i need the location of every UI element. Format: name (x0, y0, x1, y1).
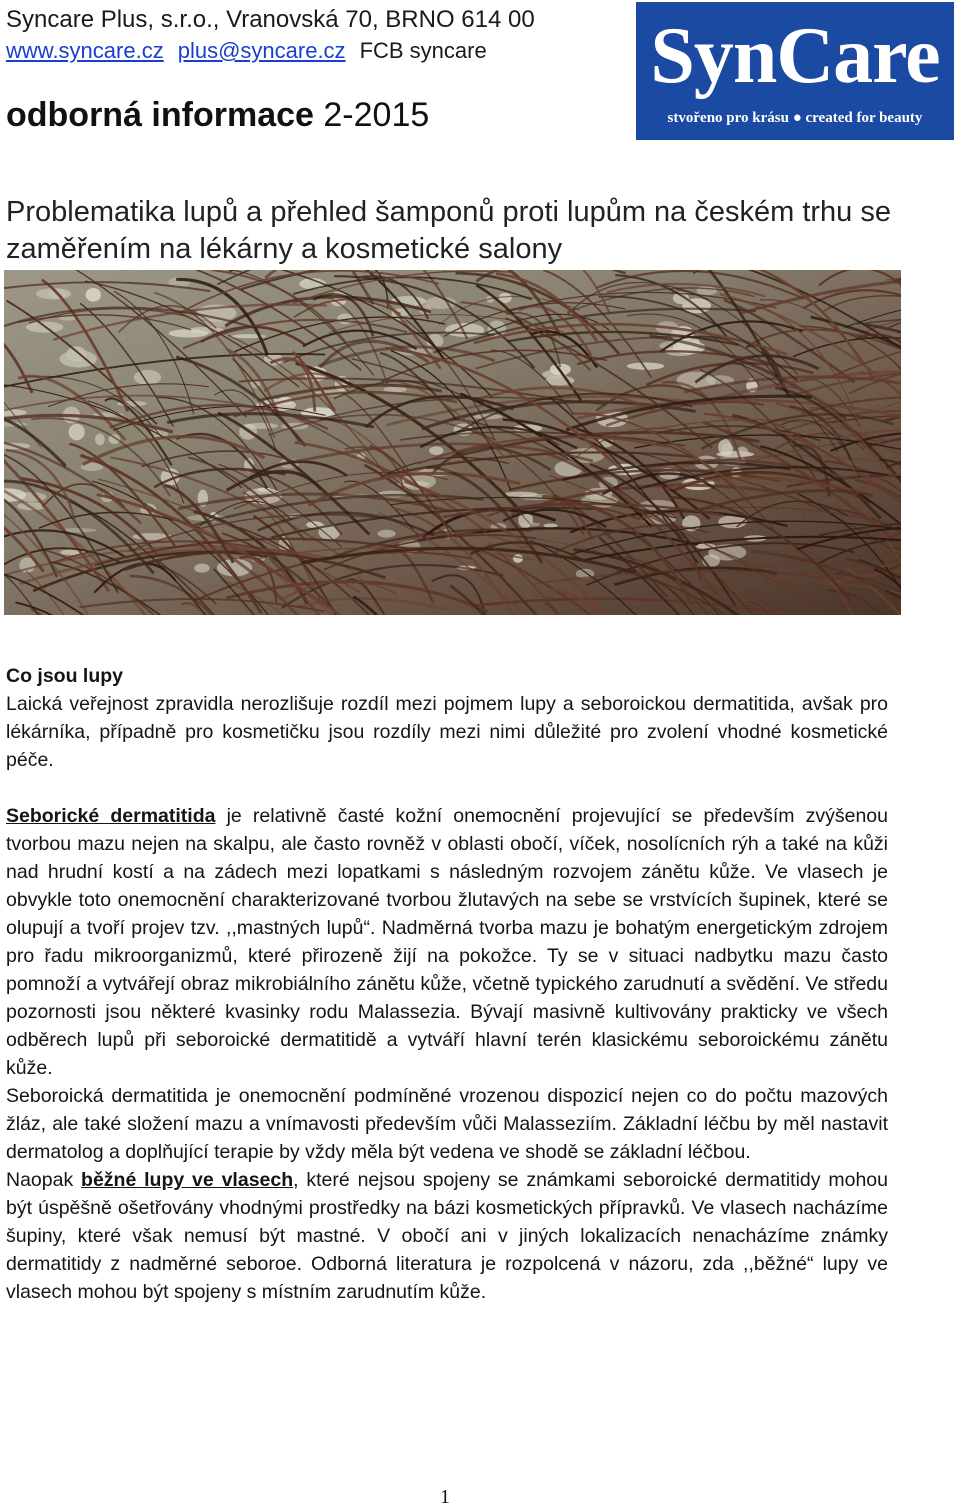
paragraph-common-dandruff (6, 1166, 888, 1306)
term-seborrheic-dermatitis: Seborické dermatitida (6, 805, 216, 827)
paragraph-predisposition: Seboroická dermatitida je onemocnění podmíněné vrozenou dispozicí nejen co do počtu mazových žláz, ale také složení mazu a vnímavosti především vůči Malasseziím. Základní léčbu by měl nastavit dermatolog a doplňující terapie by vždy měla být vedena ve shodě se základní léčbou. (6, 1085, 888, 1163)
paragraph-seborrheic (6, 802, 888, 1082)
paragraph-common-prefix: Naopak (6, 1169, 82, 1191)
subject-label: odborná informace (6, 96, 314, 134)
paragraph-seborrheic-text: je relativně časté kožní onemocnění projevující se především zvýšenou tvorbou mazu nejen na skalpu, ale často rovněž v oblasti obočí, víček, nosolícních rýh a také na kůži nad hrudní kostí a na zádech mezi lopatkami s následným rozvojem zánětu kůže. Ve vlasech je obvykle toto onemocnění charakterizované tvorbou žlutavých na sebe se vrstvících šupinek, které se olupují a tvoří projev tzv. ,,mastných lupů“. Nadměrná tvorba mazu je bohatým energetickým zdrojem pro řadu mikroorganizmů, které přirozeně žijí na pokožce. Ty se v situaci nadbytku mazu často pomnoží a vytvářejí obraz mikrobiálního zánětu kůže, včetně typického zarudnutí a svědění. Ve středu pozornosti jsou některé kvasinky rodu Malassezia. Bývají masivně kultivovány prakticky ve všech odběrech lupů při seboroické dermatitidě a vytváří hlavní terén klasickému seboroickému zánětu kůže. (6, 805, 888, 1079)
company-address: Syncare Plus, s.r.o., Vranovská 70, BRNO 614 00 (6, 6, 535, 33)
syncare-logo (636, 2, 954, 140)
logo-tagline: stvořeno pro krásu ● created for beauty (667, 110, 923, 126)
website-link[interactable]: www.syncare.cz (6, 38, 164, 63)
term-common-dandruff: běžné lupy ve vlasech (81, 1169, 294, 1191)
contact-line (6, 38, 487, 64)
page-number: 1 (440, 1486, 450, 1506)
email-link[interactable]: plus@syncare.cz (177, 38, 346, 63)
document-subject (6, 96, 429, 135)
intro-paragraph: Laická veřejnost zpravidla nerozlišuje rozdíl mezi pojmem lupy a seboroickou dermatitida, avšak pro lékárníka, případně pro kosmetičku jsou rozdíly mezi nimi důležité pro zvolení vhodné kosmetické péče. (6, 693, 888, 771)
section-heading: Co jsou lupy (6, 665, 123, 687)
article-title: Problematika lupů a přehled šamponů proti lupům na českém trhu se zaměřením na lékárny a kosmetické salony (6, 196, 891, 265)
subject-number: 2-2015 (323, 96, 430, 134)
facebook-label: FCB syncare (359, 38, 487, 63)
paragraph-common-text: , které nejsou spojeny se známkami seboroické dermatitidy mohou být úspěšně ošetřovány vhodnými prostředky na bázi kosmetických přípravků. Ve vlasech nacházíme šupiny, které však nemusí být mastné. V obočí ani v jiných lokalizacích nenacházíme známky dermatitidy z nadměrné seboroe. Odborná literatura je rozpolcená v názoru, zda ,,běžné“ lupy ve vlasech mohou být spojeny s místním zarudnutím kůže. (6, 1169, 888, 1303)
logo-wordmark: SynCare (650, 12, 940, 100)
scalp-dandruff-photo (4, 270, 901, 615)
article-body (6, 662, 888, 1306)
